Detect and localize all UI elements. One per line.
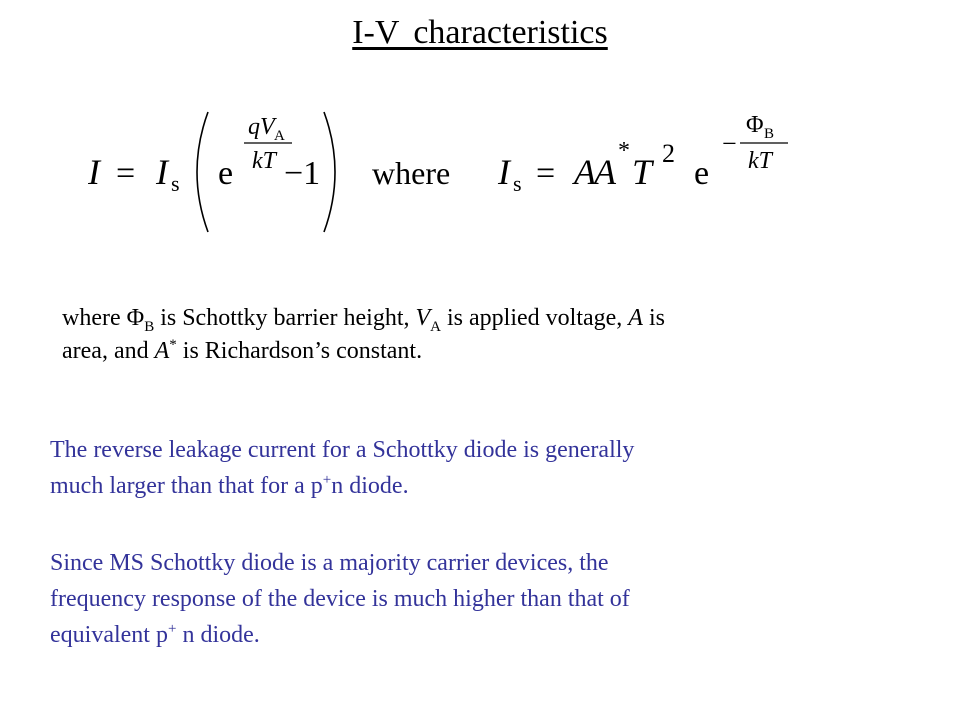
def-phi-sub: B — [144, 318, 155, 335]
carrier-sup: + — [167, 621, 177, 637]
eq-temp-exp: 2 — [662, 139, 675, 168]
carrier-line-1: Since MS Schottky diode is a majority carrier devices, the — [50, 550, 609, 576]
eq-rhs-equals: = — [536, 155, 556, 192]
eq-minus-one: −1 — [284, 155, 321, 192]
leakage-paragraph — [50, 432, 910, 504]
equation-graphic — [88, 100, 888, 250]
definitions-line-2 — [62, 335, 912, 368]
leakage-line-2 — [50, 468, 910, 504]
eq-star: * — [618, 138, 630, 164]
left-paren — [197, 112, 208, 232]
eq-exp-base: e — [218, 155, 234, 192]
eq-temp: T — [632, 152, 653, 192]
eq-where: where — [372, 155, 451, 191]
eq-exp-num-sub: A — [274, 128, 285, 144]
def-voltage: V — [415, 305, 431, 331]
def-voltage-sub: A — [430, 318, 441, 335]
eq-exp2-base: e — [694, 155, 710, 192]
eq-exp-den: kT — [252, 148, 276, 174]
eq-rhs-is-sub: s — [513, 171, 522, 196]
eq-lhs: I — [88, 152, 100, 192]
leakage-text: much larger than that for a p — [50, 473, 323, 499]
def-phi: Φ — [126, 305, 145, 331]
carrier-line-3 — [50, 617, 910, 653]
def-area: A — [628, 305, 643, 331]
iv-equation — [88, 100, 888, 250]
carrier-text: equivalent p — [50, 622, 168, 648]
page-title: I-V characteristics — [352, 14, 608, 51]
def-text: is Richardson’s constant. — [176, 338, 423, 364]
eq-area: A — [574, 152, 596, 192]
majority-carrier-paragraph — [50, 545, 910, 653]
eq-rhs-is: I — [498, 152, 510, 192]
leakage-sup: + — [322, 472, 332, 488]
carrier-text-end: n diode. — [176, 622, 260, 648]
def-richardson: A — [154, 338, 170, 364]
def-richardson-sup: * — [169, 337, 177, 353]
def-text: is — [642, 305, 665, 331]
right-paren — [324, 112, 335, 232]
eq-exp-num: qV — [248, 114, 275, 140]
eq-exp2-den: kT — [748, 148, 772, 174]
definitions-line-1 — [62, 302, 912, 335]
def-text: is Schottky barrier height, — [154, 305, 416, 331]
variable-definitions — [62, 302, 912, 368]
eq-equals: = — [116, 155, 136, 192]
eq-exp2-sign: − — [722, 129, 737, 158]
eq-exp2-num: Φ — [746, 112, 764, 138]
def-text: area, and — [62, 338, 155, 364]
eq-exp2-num-sub: B — [764, 126, 775, 142]
leakage-text-end: n diode. — [331, 473, 409, 499]
def-text: where — [62, 305, 127, 331]
def-text: is applied voltage, — [441, 305, 629, 331]
eq-richardson: A — [594, 152, 616, 192]
carrier-line-2: frequency response of the device is much higher than that of — [50, 586, 630, 612]
leakage-line-1: The reverse leakage current for a Schottky diode is generally — [50, 437, 635, 463]
eq-is-sub: s — [171, 171, 180, 196]
eq-is: I — [156, 152, 168, 192]
